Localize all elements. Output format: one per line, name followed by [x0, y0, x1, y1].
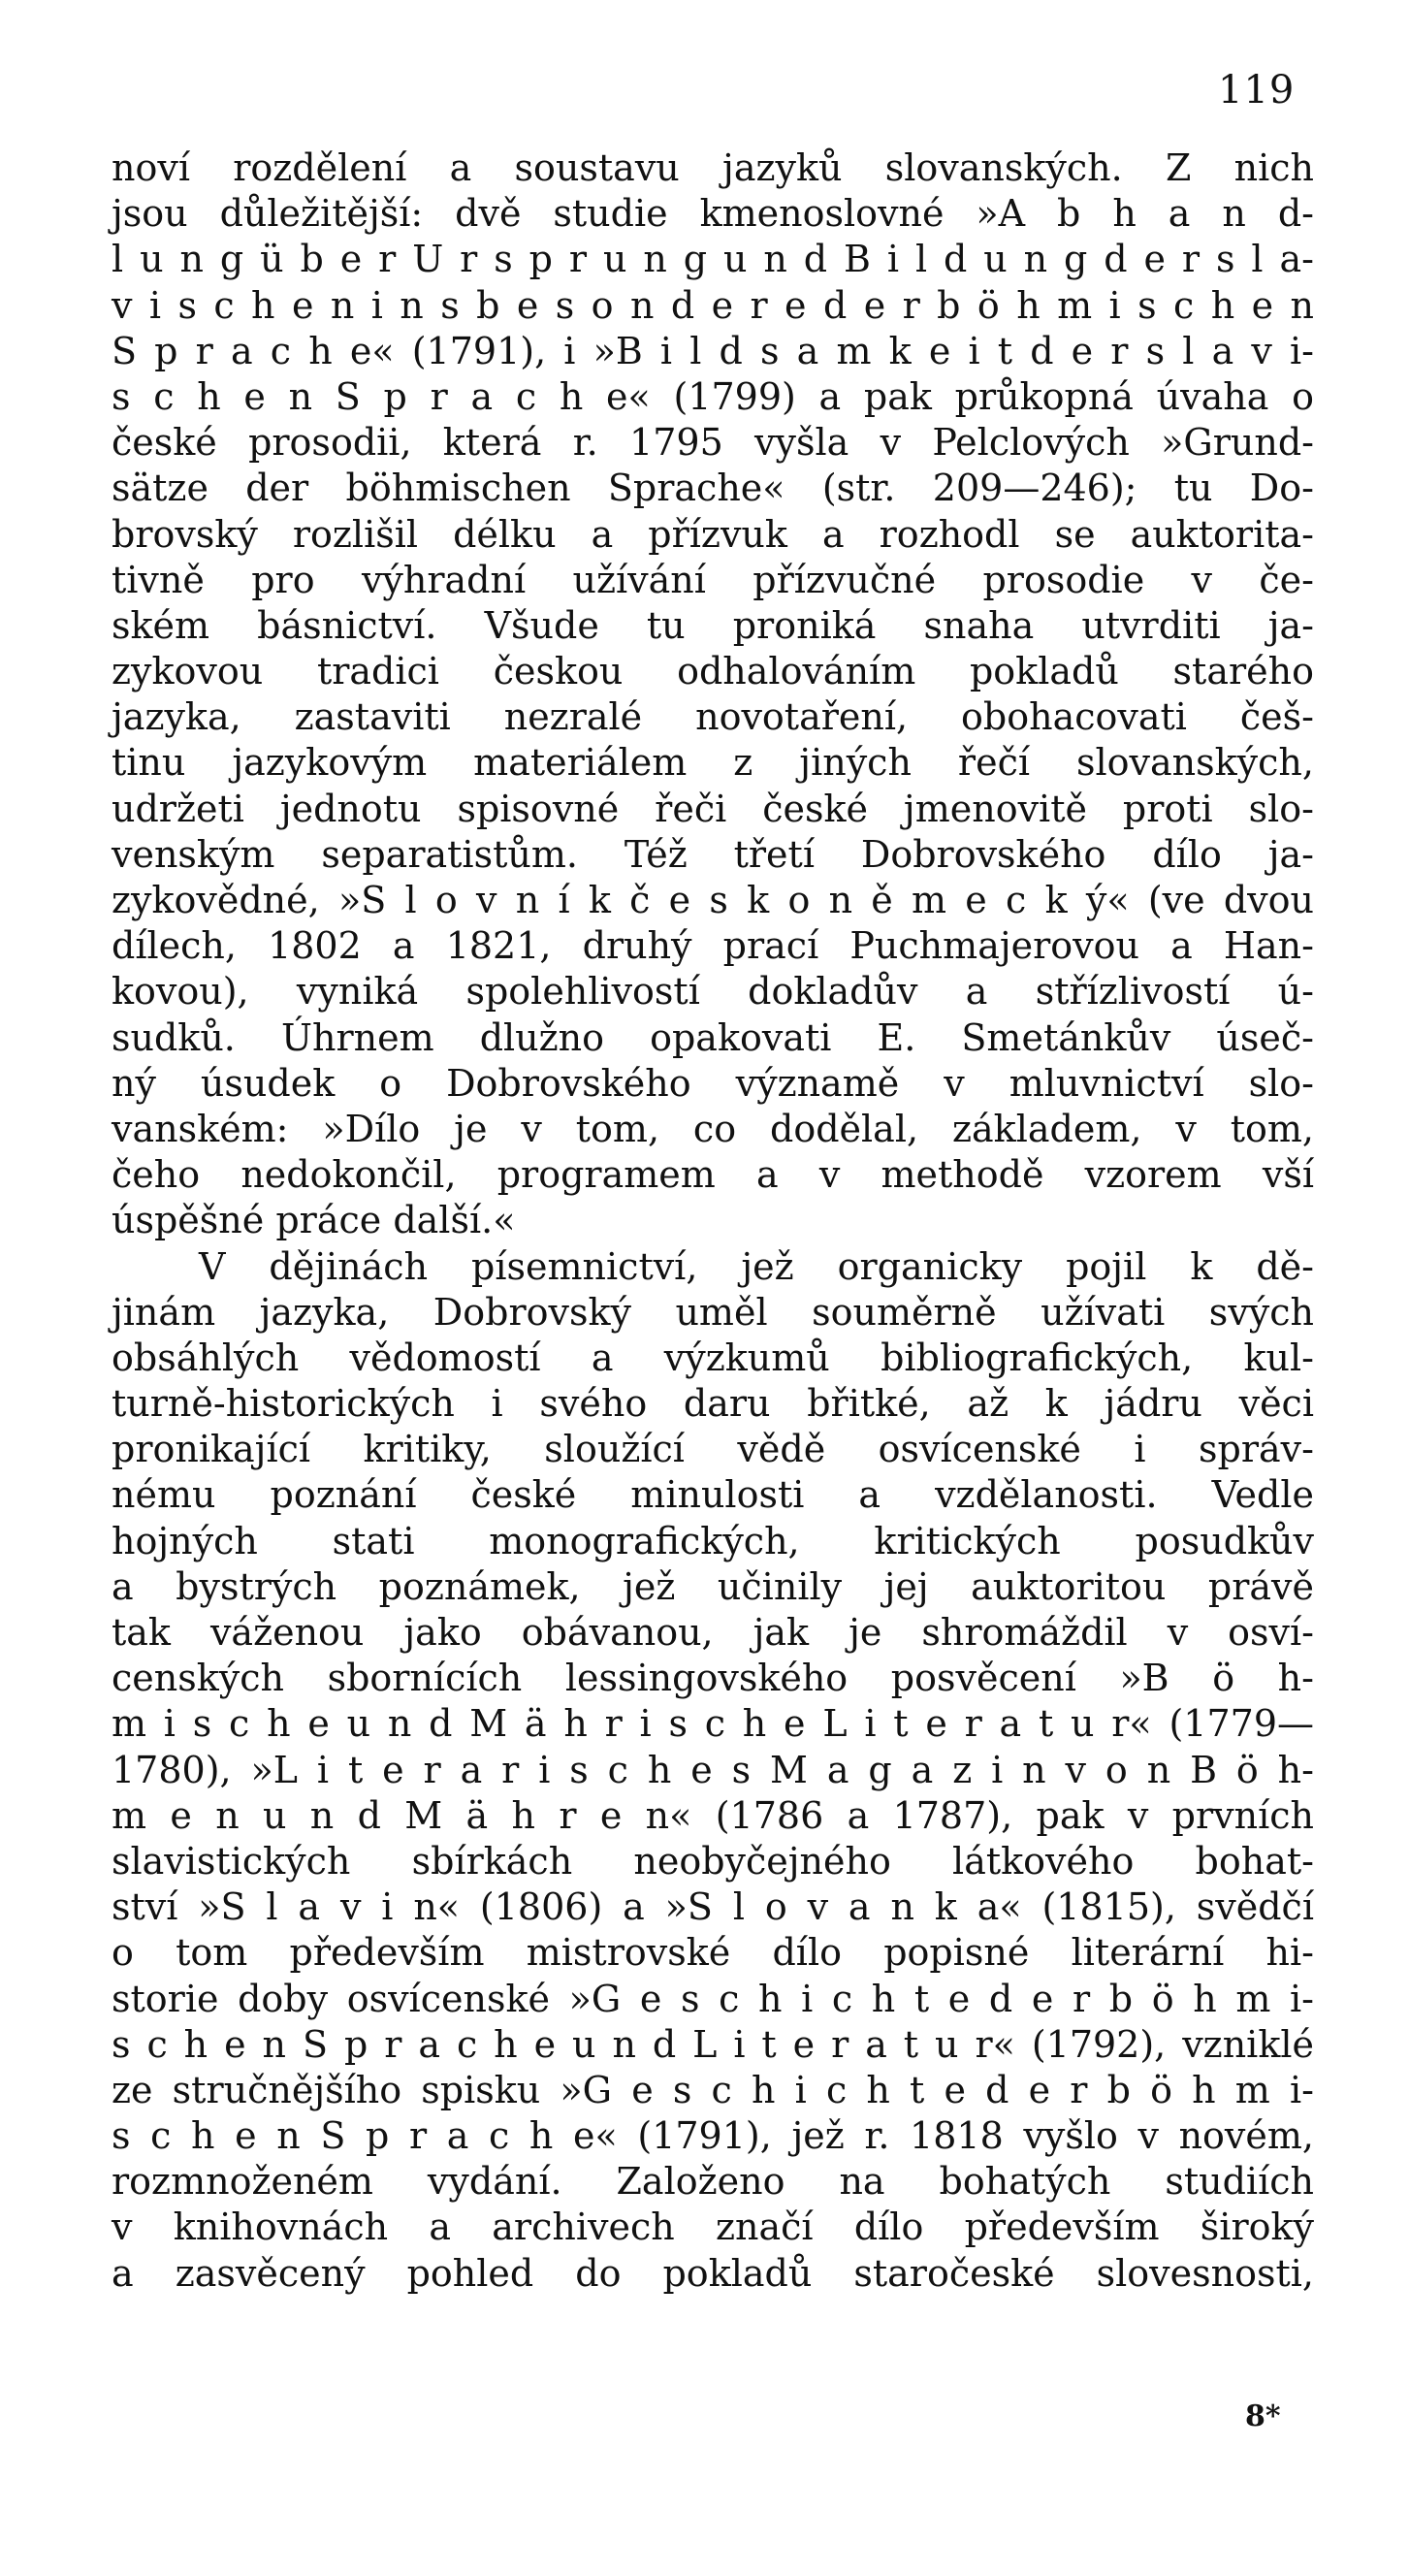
signature-mark: 8* — [1245, 2399, 1281, 2433]
text-line: noví rozdělení a soustavu jazyků slovanských. Z nich — [112, 146, 1314, 189]
text-line: čeho nedokončil, programem a v methodě vzorem vší — [112, 1153, 1314, 1197]
text-line: ském básnictví. Všude tu proniká snaha utvrditi ja- — [112, 603, 1314, 647]
text-line: ství »S l a v i n« (1806) a »S l o v a n k a« (1815), svědčí — [112, 1885, 1314, 1929]
text-line: a bystrých poznámek, jež učinily jej auktoritou právě — [112, 1564, 1314, 1608]
text-line: venským separatistům. Též třetí Dobrovského dílo ja- — [112, 832, 1314, 876]
text-line: sätze der böhmischen Sprache« (str. 209—246); tu Do- — [112, 467, 1314, 510]
text-line: o tom především mistrovské dílo popisné literární hi- — [112, 1931, 1314, 1975]
page-number: 119 — [1218, 68, 1296, 113]
text-line: m i s c h e u n d M ä h r i s c h e L i t e r a t u r« (1779— — [112, 1702, 1314, 1746]
text-line: jsou důležitější: dvě studie kmenoslovné »A b h a n d- — [112, 192, 1314, 236]
text-line: obsáhlých vědomostí a výzkumů bibliografických, kul- — [112, 1336, 1314, 1379]
text-line: s c h e n S p r a c h e« (1799) a pak průkopná úvaha o — [112, 374, 1314, 418]
text-line: zykovou tradici českou odhalováním pokladů starého — [112, 650, 1314, 693]
text-line: S p r a c h e« (1791), i »B i l d s a m k e i t d e r s l a v i- — [112, 329, 1314, 372]
text-line: a zasvěcený pohled do pokladů staročeské slovesnosti, — [112, 2251, 1314, 2295]
text-line: v knihovnách a archivech značí dílo především široký — [112, 2206, 1314, 2249]
text-line: jinám jazyka, Dobrovský uměl souměrně užívati svých — [112, 1290, 1314, 1334]
text-line: sudků. Úhrnem dlužno opakovati E. Smetánkův úseč- — [112, 1015, 1314, 1059]
text-line: storie doby osvícenské »G e s c h i c h t e d e r b ö h m i- — [112, 1977, 1314, 2020]
text-line: pronikající kritiky, sloužící vědě osvícenské i správ- — [112, 1428, 1314, 1471]
text-line: ný úsudek o Dobrovského významě v mluvnictví slo- — [112, 1061, 1314, 1105]
text-line: V dějinách písemnictví, jež organicky pojil k dě- — [199, 1244, 1314, 1288]
text-line: zykovědné, »S l o v n í k č e s k o n ě m e c k ý« (ve dvou — [112, 879, 1314, 921]
text-line: dílech, 1802 a 1821, druhý prací Puchmajerovou a Han- — [112, 924, 1314, 968]
text-line: s c h e n S p r a c h e u n d L i t e r a t u r« (1792), vzniklé — [112, 2022, 1314, 2066]
text-line: turně-historických i svého daru břitké, až k jádru věci — [112, 1382, 1314, 1426]
text-line: m e n u n d M ä h r e n« (1786 a 1787), pak v prvních — [112, 1793, 1314, 1837]
text-line: udržeti jednotu spisovné řeči české jmenovitě proti slo- — [112, 787, 1314, 830]
text-line: tak váženou jako obávanou, jak je shromáždil v osví- — [112, 1611, 1314, 1654]
body-text — [112, 145, 1314, 2297]
text-line: cenských sbornících lessingovského posvěcení »B ö h- — [112, 1657, 1314, 1700]
text-line: tivně pro výhradní užívání přízvučné prosodie v če- — [112, 558, 1314, 601]
text-line: 1780), »L i t e r a r i s c h e s M a g a z i n v o n B ö h- — [112, 1748, 1314, 1791]
text-line: úspěšné práce další.« — [112, 1199, 516, 1242]
text-line: slavistických sbírkách neobyčejného látkového bohat- — [112, 1839, 1314, 1883]
text-line: kovou), vyniká spolehlivostí dokladův a střízlivostí ú- — [112, 970, 1314, 1014]
text-line: vanském: »Dílo je v tom, co dodělal, základem, v tom, — [112, 1107, 1314, 1150]
text-line: l u n g ü b e r U r s p r u n g u n d B i l d u n g d e r s l a- — [112, 238, 1314, 281]
text-line: hojných stati monografických, kritických posudkův — [112, 1519, 1314, 1562]
text-line: jazyka, zastaviti nezralé novotaření, obohacovati češ- — [112, 695, 1314, 739]
text-line: ze stručnějšího spisku »G e s c h i c h t e d e r b ö h m i- — [112, 2068, 1314, 2111]
text-line: s c h e n S p r a c h e« (1791), jež r. 1818 vyšlo v novém, — [112, 2114, 1314, 2158]
text-line: v i s c h e n i n s b e s o n d e r e d e r b ö h m i s c h e n — [112, 283, 1314, 327]
text-line: tinu jazykovým materiálem z jiných řečí slovanských, — [112, 741, 1314, 785]
text-line: české prosodii, která r. 1795 vyšla v Pelclových »Grund- — [112, 421, 1314, 465]
text-line: rozmnoženém vydání. Založeno na bohatých studiích — [112, 2160, 1314, 2204]
text-line: brovský rozlišil délku a přízvuk a rozhodl se auktorita- — [112, 512, 1314, 556]
text-line: nému poznání české minulosti a vzdělanosti. Vedle — [112, 1473, 1314, 1517]
